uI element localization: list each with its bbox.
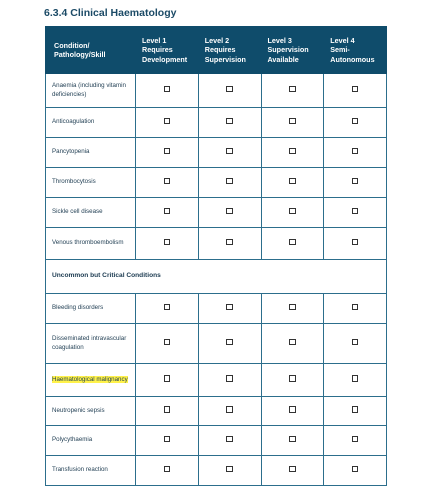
level-3-cell [261,456,324,486]
level-2-checkbox[interactable] [226,118,233,125]
row-label: Anaemia (including vitamin deficiencies) [46,74,136,108]
level-1-cell [136,294,199,324]
row-label: Bleeding disorders [46,294,136,324]
level-4-checkbox[interactable] [352,406,359,413]
level-1-cell [136,228,199,260]
level-1-checkbox[interactable] [164,86,171,93]
table-row [46,324,387,364]
level-2-cell [198,74,261,108]
header-level-2-line1: Level 2 [204,35,230,45]
level-1-checkbox[interactable] [164,148,171,155]
row-label: Venous thromboembolism [46,228,136,260]
level-2-checkbox[interactable] [226,436,233,443]
header-level-4-line2: Semi- [330,45,350,55]
level-1-checkbox[interactable] [164,406,171,413]
section-title: 6.3.4 Clinical Haematology [44,7,177,19]
row-label: Pancytopenia [46,138,136,168]
header-level-4-line1: Level 4 [330,35,355,45]
level-4-cell [324,138,387,168]
row-label: Disseminated intravascular coagulation [46,324,136,364]
level-2-cell [198,364,261,397]
level-1-checkbox[interactable] [164,436,171,443]
level-1-cell [136,426,199,456]
level-2-checkbox[interactable] [226,406,233,413]
level-3-checkbox[interactable] [289,304,296,311]
level-1-cell [136,74,199,108]
level-1-checkbox[interactable] [164,304,171,311]
level-2-checkbox[interactable] [226,304,233,311]
level-3-checkbox[interactable] [289,178,296,185]
level-4-checkbox[interactable] [352,239,359,246]
level-3-checkbox[interactable] [289,239,296,246]
level-2-checkbox[interactable] [226,208,233,215]
level-2-checkbox[interactable] [226,466,233,473]
header-level-1 [136,27,199,74]
header-level-3-line3: Available [267,54,299,64]
level-2-checkbox[interactable] [226,339,233,346]
level-3-checkbox[interactable] [289,466,296,473]
level-1-cell [136,456,199,486]
table-row [46,168,387,198]
table-row [46,228,387,260]
level-1-checkbox[interactable] [164,239,171,246]
level-2-cell [198,426,261,456]
level-4-checkbox[interactable] [352,466,359,473]
header-level-3-line2: Supervision [267,45,309,55]
level-3-checkbox[interactable] [289,208,296,215]
level-2-checkbox[interactable] [226,86,233,93]
highlighted-row-label: Haematological malignancy [52,375,128,383]
level-3-cell [261,138,324,168]
level-3-checkbox[interactable] [289,406,296,413]
level-3-cell [261,228,324,260]
level-3-cell [261,108,324,138]
level-2-checkbox[interactable] [226,375,233,382]
row-label: Neutropenic sepsis [46,397,136,426]
level-3-checkbox[interactable] [289,118,296,125]
table-row [46,198,387,228]
header-level-2-line2: Requires [204,45,236,55]
level-3-checkbox[interactable] [289,375,296,382]
level-4-checkbox[interactable] [352,208,359,215]
level-3-cell [261,74,324,108]
table-row [46,456,387,486]
row-label: Sickle cell disease [46,198,136,228]
level-3-cell [261,397,324,426]
level-1-cell [136,198,199,228]
header-level-2-line3: Supervision [204,54,246,64]
header-level-1-line2: Requires [142,45,173,55]
table-row [46,426,387,456]
table-row [46,108,387,138]
header-level-2 [198,27,261,74]
header-condition-label: Condition/ Pathology/Skill [54,40,106,59]
table-row [46,364,387,397]
section-row [46,260,387,294]
level-4-cell [324,74,387,108]
level-2-cell [198,168,261,198]
level-2-cell [198,138,261,168]
level-4-cell [324,364,387,397]
row-label: Thrombocytosis [46,168,136,198]
level-1-cell [136,364,199,397]
level-3-checkbox[interactable] [289,148,296,155]
level-1-checkbox[interactable] [164,466,171,473]
level-2-checkbox[interactable] [226,148,233,155]
table-row [46,397,387,426]
header-level-4 [324,27,387,74]
header-level-1-line1: Level 1 [142,35,167,45]
level-4-checkbox[interactable] [352,178,359,185]
level-4-checkbox[interactable] [352,375,359,382]
level-4-cell [324,168,387,198]
level-3-checkbox[interactable] [289,339,296,346]
level-2-checkbox[interactable] [226,239,233,246]
table-row [46,294,387,324]
level-4-cell [324,294,387,324]
level-1-cell [136,324,199,364]
header-condition [46,27,136,74]
level-1-checkbox[interactable] [164,208,171,215]
table-row [46,74,387,108]
level-2-cell [198,397,261,426]
level-4-checkbox[interactable] [352,436,359,443]
level-2-cell [198,324,261,364]
level-4-cell [324,456,387,486]
level-1-cell [136,397,199,426]
level-4-checkbox[interactable] [352,148,359,155]
row-label: Anticoagulation [46,108,136,138]
table-row [46,138,387,168]
level-4-checkbox[interactable] [352,86,359,93]
level-4-cell [324,228,387,260]
level-4-cell [324,198,387,228]
competency-table [45,26,387,486]
row-label: Polycythaemia [46,426,136,456]
level-3-checkbox[interactable] [289,86,296,93]
level-1-checkbox[interactable] [164,178,171,185]
level-2-cell [198,456,261,486]
level-3-checkbox[interactable] [289,436,296,443]
level-4-cell [324,108,387,138]
header-level-3 [261,27,324,74]
level-1-cell [136,108,199,138]
level-2-checkbox[interactable] [226,178,233,185]
level-4-cell [324,397,387,426]
level-3-cell [261,168,324,198]
level-3-cell [261,324,324,364]
level-1-cell [136,168,199,198]
level-3-cell [261,364,324,397]
table-header-row [46,27,387,74]
level-4-checkbox[interactable] [352,118,359,125]
level-2-cell [198,198,261,228]
row-label-cell [46,364,136,397]
level-2-cell [198,108,261,138]
level-1-checkbox[interactable] [164,339,171,346]
subsection-title: Uncommon but Critical Conditions [46,260,387,294]
header-level-4-line3: Autonomous [330,54,375,64]
level-1-checkbox[interactable] [164,375,171,382]
level-4-cell [324,324,387,364]
level-2-cell [198,294,261,324]
level-1-cell [136,138,199,168]
header-level-1-line3: Development [142,54,188,64]
level-3-cell [261,198,324,228]
level-3-cell [261,294,324,324]
level-3-cell [261,426,324,456]
level-2-cell [198,228,261,260]
level-4-checkbox[interactable] [352,304,359,311]
level-4-checkbox[interactable] [352,339,359,346]
level-4-cell [324,426,387,456]
level-1-checkbox[interactable] [164,118,171,125]
row-label: Transfusion reaction [46,456,136,486]
header-level-3-line1: Level 3 [267,35,292,45]
